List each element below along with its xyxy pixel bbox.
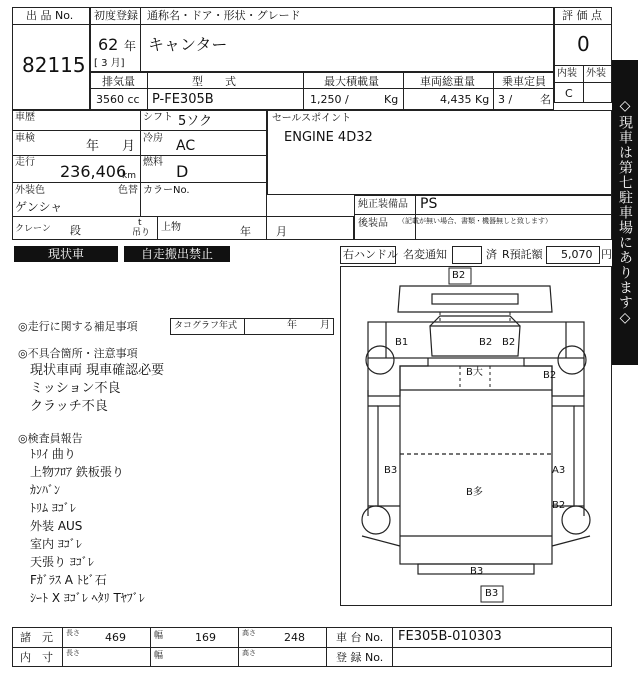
defects-label: ◎不具合箇所・注意事項 (18, 347, 138, 360)
length2-label: 長さ (66, 649, 80, 657)
inspection-year: 年 (86, 139, 100, 154)
gross-weight-label: 車両総重量 (420, 75, 475, 88)
reg-no-label: 登 録 No. (336, 651, 384, 664)
exterior-grade-label: 外装 (586, 68, 606, 79)
model: P-FE305B (152, 92, 214, 107)
mark-cab-right: B2 (543, 370, 557, 381)
color-no-label: カラーNo. (143, 185, 190, 196)
name-change-box (452, 246, 482, 264)
reg-month: [ 3 月] (94, 58, 125, 69)
inspector-line: 室内 ﾖｺﾞﾚ (30, 537, 82, 551)
color-label: 外装色 (15, 185, 45, 196)
mark-bottom: B3 (485, 588, 499, 599)
fuel: D (176, 162, 189, 181)
sales-point-label: セールスポイント (272, 113, 352, 124)
tacho-month: 月 (320, 320, 330, 331)
score-label: 評 価 点 (562, 9, 602, 22)
mileage-label: 走行 (15, 157, 35, 168)
capacity-label: 乗車定員 (502, 75, 546, 88)
mark-bed-top: B大 (466, 367, 483, 378)
chassis-label: 車 台 No. (336, 631, 384, 644)
width: 169 (195, 631, 216, 644)
aftermarket-label: 後装品 (358, 218, 388, 229)
defect-line: クラッチ不良 (30, 399, 108, 414)
displacement-label: 排気量 (102, 75, 135, 88)
width-label: 幅 (154, 631, 164, 641)
interior-grade-label: 内装 (557, 68, 577, 79)
inspection-month: 月 (122, 139, 136, 154)
inspection-label: 車検 (15, 133, 35, 144)
reg-year-unit: 年 (124, 39, 137, 53)
interior-grade: C (565, 87, 573, 100)
lot-number-label: 出 品 No. (26, 9, 74, 22)
displacement: 3560 cc (96, 93, 140, 106)
dims-label: 諸 元 (20, 631, 53, 644)
name-change-label: 名変通知 (403, 248, 447, 261)
car-name-label: 通称名・ドア・形状・グレード (147, 9, 301, 22)
mileage-unit: km (122, 171, 136, 181)
inspector-line: ﾄﾘﾑ ﾖｺﾞﾚ (30, 501, 76, 515)
mark-right-side-a: A3 (552, 465, 566, 476)
inspector-line: ｼｰﾄ X ﾖｺﾞﾚ ﾍﾀﾘ Tﾔﾌﾞﾚ (30, 591, 145, 605)
inspector-line: ﾄﾘｲ 曲り (30, 447, 76, 461)
mark-front-left: B1 (395, 337, 409, 348)
first-reg-label: 初度登録 (94, 9, 138, 22)
width2-label: 幅 (154, 651, 164, 661)
recycle-fee-unit: 円 (601, 248, 612, 261)
location-banner: ◇現車は第七駐車場にあります◇ (612, 60, 638, 365)
score-value: 0 (577, 32, 590, 56)
height-label: 高さ (242, 629, 256, 637)
inspector-line: 外装 AUS (30, 519, 83, 533)
equipment: PS (420, 196, 438, 212)
mark-right-side-b: B2 (552, 500, 566, 511)
recycle-done-label: 済 (486, 248, 497, 261)
defect-line: 現状車両 現車確認必要 (30, 363, 165, 378)
crane-hoist: 吊り (132, 228, 151, 238)
length-label: 長さ (66, 629, 80, 637)
height: 248 (284, 631, 305, 644)
capacity-unit: 名 (540, 93, 551, 106)
ac: AC (176, 138, 196, 154)
sales-point: ENGINE 4D32 (284, 130, 373, 145)
driving-notes-label: ◎走行に関する補足事項 (18, 320, 138, 333)
car-name: キャンター (148, 35, 228, 54)
inspector-line: 上物ﾌﾛｱ 鉄板張り (30, 465, 124, 479)
inspector-line: 天張り ﾖｺﾞﾚ (30, 555, 94, 569)
mark-front-mid: B2 (479, 337, 493, 348)
crane-stage: 段 (70, 224, 81, 237)
no-self-drive-badge: 自走搬出禁止 (124, 246, 230, 262)
recycle-fee-label: R預託額 (502, 248, 543, 261)
fuel-label: 燃料 (143, 157, 163, 168)
capacity: 3 / (498, 93, 513, 106)
history-label: 車歴 (15, 112, 35, 123)
tacho-label: タコグラフ年式 (174, 321, 238, 331)
chassis: FE305B-010303 (398, 629, 502, 644)
as-is-badge: 現状車 (14, 246, 118, 262)
color: ゲンシャ (15, 200, 63, 214)
mark-left-side: B3 (384, 465, 398, 476)
inspector-line: ｶﾝﾊﾞﾝ (30, 483, 61, 497)
equipment-label: 純正装備品 (358, 199, 408, 210)
tacho-year: 年 (287, 320, 297, 331)
aftermarket-note: （記載が無い場合、書類・機器無しと致します） (398, 217, 552, 225)
height2-label: 高さ (242, 649, 256, 657)
mark-front-right: B2 (502, 337, 516, 348)
max-load-unit: Kg (384, 93, 399, 106)
mileage: 236,406 (60, 162, 127, 181)
gross-weight: 4,435 Kg (440, 93, 490, 106)
bed-label: 上物 (161, 222, 181, 233)
crane-tonnage: t (138, 218, 142, 228)
recycle-fee: 5,070 (561, 248, 593, 261)
bed-month: 月 (276, 225, 287, 238)
model-label: 型 式 (192, 75, 236, 88)
shift: 5ソク (178, 114, 213, 129)
defect-line: ミッション不良 (30, 381, 121, 396)
crane-label: クレーン (15, 224, 51, 234)
max-load-label: 最大積載量 (324, 75, 379, 88)
ac-label: 冷房 (143, 133, 163, 144)
max-load: 1,250 / (310, 93, 349, 106)
inspector-line: Fｶﾞﾗｽ A ﾄﾋﾞ石 (30, 573, 107, 587)
shift-label: シフト (143, 112, 173, 123)
reg-year: 62 (98, 35, 119, 54)
truck-damage-diagram (340, 266, 612, 606)
inspector-report-label: ◎検査員報告 (18, 432, 83, 445)
bed-year: 年 (240, 225, 251, 238)
length: 469 (105, 631, 126, 644)
mark-bed-center: B多 (466, 487, 483, 498)
lot-number: 82115 (22, 53, 86, 77)
mark-bed-bottom: B3 (470, 566, 484, 577)
rhd: 右ハンドル (343, 248, 398, 261)
mark-top: B2 (452, 270, 466, 281)
interior-dims-label: 内 寸 (20, 651, 53, 664)
color-change-label: 色替 (118, 185, 138, 196)
